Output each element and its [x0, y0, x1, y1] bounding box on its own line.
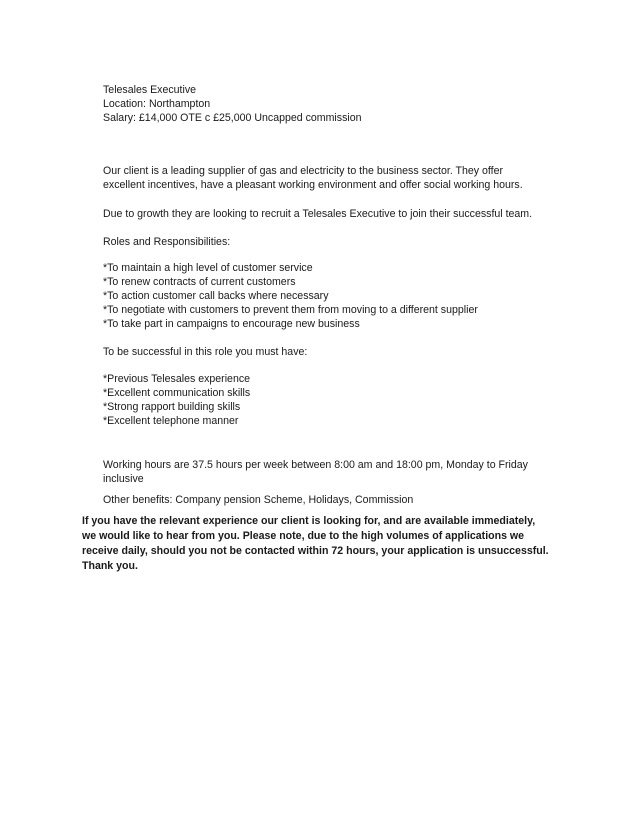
list-item: *To maintain a high level of customer service: [103, 262, 313, 274]
hours-line-2: inclusive: [103, 473, 144, 485]
roles-heading: [103, 235, 543, 249]
hours-paragraph: [103, 458, 543, 486]
job-salary: Salary: £14,000 OTE c £25,000 Uncapped commission: [103, 112, 362, 124]
job-location: Location: Northampton: [103, 98, 211, 110]
list-item: *To take part in campaigns to encourage new business: [103, 318, 360, 330]
roles-heading-text: Roles and Responsibilities:: [103, 236, 231, 248]
benefits-text: Other benefits: Company pension Scheme, Holidays, Commission: [103, 494, 414, 506]
roles-list: [103, 261, 543, 331]
growth-text: Due to growth they are looking to recruit a Telesales Executive to join their successful team.: [103, 208, 533, 220]
requirements-heading-text: To be successful in this role you must have:: [103, 346, 308, 358]
closing-line-4: Thank you.: [82, 560, 138, 572]
closing-line-3: receive daily, should you not be contacted within 72 hours, your application is unsuccessful.: [82, 545, 549, 557]
list-item: *Excellent telephone manner: [103, 415, 239, 427]
job-title: Telesales Executive: [103, 84, 197, 96]
job-header: [103, 83, 543, 125]
closing-paragraph: [82, 514, 552, 574]
growth-paragraph: [103, 207, 543, 221]
list-item: *To negotiate with customers to prevent them from moving to a different supplier: [103, 304, 478, 316]
list-item: *To renew contracts of current customers: [103, 276, 296, 288]
benefits-paragraph: [103, 493, 543, 507]
list-item: *Excellent communication skills: [103, 387, 251, 399]
list-item: *To action customer call backs where necessary: [103, 290, 329, 302]
closing-line-1: If you have the relevant experience our client is looking for, and are available immediately,: [82, 515, 536, 527]
intro-line-2: excellent incentives, have a pleasant working environment and offer social working hours.: [103, 179, 523, 191]
intro-paragraph: [103, 164, 543, 192]
closing-line-2: we would like to hear from you. Please note, due to the high volumes of applications we: [82, 530, 525, 542]
requirements-heading: [103, 345, 543, 359]
list-item: *Previous Telesales experience: [103, 373, 251, 385]
hours-line-1: Working hours are 37.5 hours per week between 8:00 am and 18:00 pm, Monday to Friday: [103, 459, 528, 471]
intro-line-1: Our client is a leading supplier of gas and electricity to the business sector. They offer: [103, 165, 504, 177]
requirements-list: [103, 372, 543, 428]
list-item: *Strong rapport building skills: [103, 401, 241, 413]
